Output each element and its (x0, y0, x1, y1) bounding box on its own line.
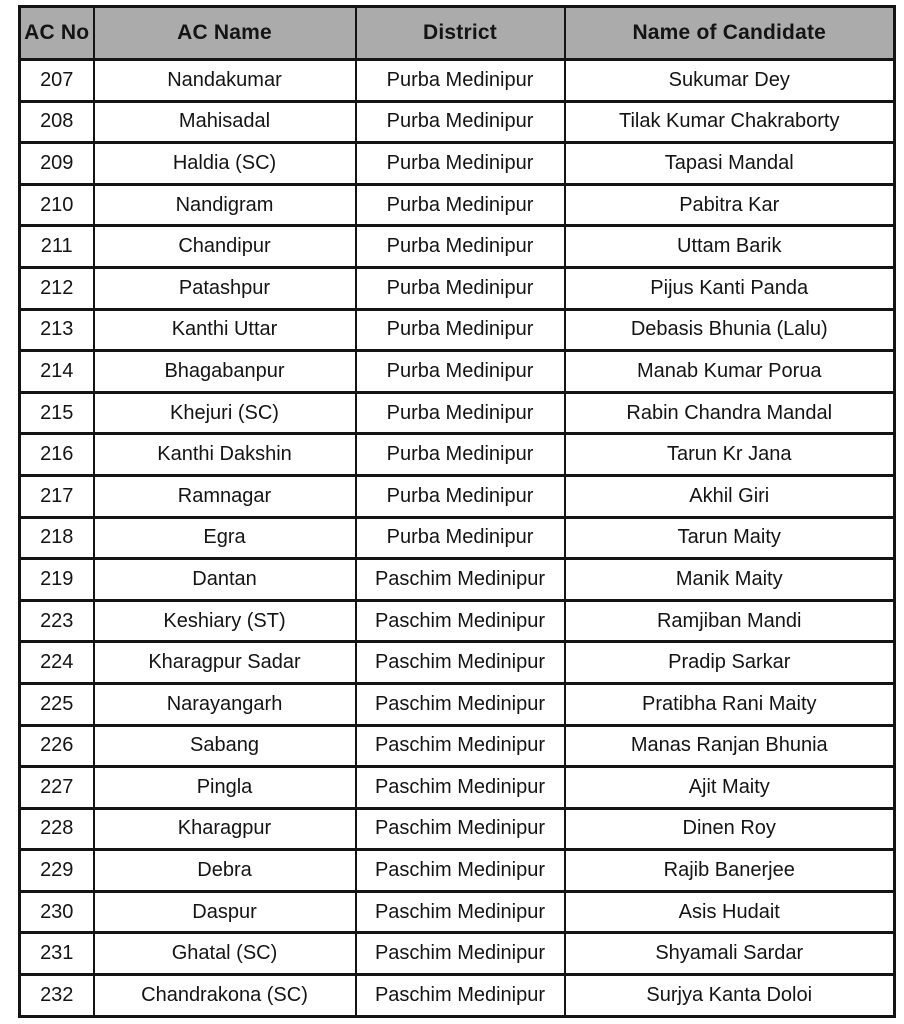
cell-district: Purba Medinipur (356, 267, 565, 309)
cell-ac-name: Nandigram (94, 184, 356, 226)
cell-ac-name: Ghatal (SC) (94, 933, 356, 975)
cell-district: Purba Medinipur (356, 475, 565, 517)
cell-ac-name: Chandrakona (SC) (94, 975, 356, 1017)
cell-ac-no: 231 (20, 933, 94, 975)
cell-ac-no: 219 (20, 559, 94, 601)
header-candidate: Name of Candidate (565, 7, 895, 60)
cell-ac-no: 207 (20, 60, 94, 102)
cell-candidate: Debasis Bhunia (Lalu) (565, 309, 895, 351)
cell-candidate: Pradip Sarkar (565, 642, 895, 684)
table-row (20, 60, 895, 102)
cell-district: Paschim Medinipur (356, 642, 565, 684)
cell-ac-no: 212 (20, 267, 94, 309)
cell-candidate: Manik Maity (565, 559, 895, 601)
table-row (20, 642, 895, 684)
cell-ac-name: Narayangarh (94, 683, 356, 725)
table-row (20, 975, 895, 1017)
cell-ac-no: 209 (20, 143, 94, 185)
header-ac-name: AC Name (94, 7, 356, 60)
cell-candidate: Manab Kumar Porua (565, 351, 895, 393)
cell-ac-no: 227 (20, 767, 94, 809)
cell-candidate: Uttam Barik (565, 226, 895, 268)
cell-ac-name: Chandipur (94, 226, 356, 268)
table-row (20, 767, 895, 809)
cell-district: Paschim Medinipur (356, 891, 565, 933)
cell-ac-name: Bhagabanpur (94, 351, 356, 393)
table-header (20, 7, 895, 60)
cell-candidate: Pabitra Kar (565, 184, 895, 226)
cell-ac-name: Dantan (94, 559, 356, 601)
cell-district: Purba Medinipur (356, 392, 565, 434)
table-row (20, 392, 895, 434)
cell-ac-no: 214 (20, 351, 94, 393)
cell-district: Purba Medinipur (356, 351, 565, 393)
cell-ac-no: 218 (20, 517, 94, 559)
table-row (20, 600, 895, 642)
cell-district: Paschim Medinipur (356, 725, 565, 767)
table-row (20, 517, 895, 559)
cell-ac-no: 228 (20, 808, 94, 850)
cell-ac-no: 213 (20, 309, 94, 351)
cell-candidate: Asis Hudait (565, 891, 895, 933)
cell-district: Paschim Medinipur (356, 850, 565, 892)
cell-ac-no: 210 (20, 184, 94, 226)
cell-ac-name: Sabang (94, 725, 356, 767)
cell-ac-name: Ramnagar (94, 475, 356, 517)
cell-ac-no: 225 (20, 683, 94, 725)
cell-district: Paschim Medinipur (356, 767, 565, 809)
cell-candidate: Sukumar Dey (565, 60, 895, 102)
cell-ac-no: 211 (20, 226, 94, 268)
cell-ac-name: Patashpur (94, 267, 356, 309)
cell-ac-name: Khejuri (SC) (94, 392, 356, 434)
cell-ac-no: 230 (20, 891, 94, 933)
cell-ac-no: 226 (20, 725, 94, 767)
cell-ac-name: Keshiary (ST) (94, 600, 356, 642)
candidate-table (18, 5, 896, 1018)
cell-ac-no: 223 (20, 600, 94, 642)
cell-ac-name: Haldia (SC) (94, 143, 356, 185)
cell-district: Paschim Medinipur (356, 808, 565, 850)
header-row (20, 7, 895, 60)
cell-candidate: Pratibha Rani Maity (565, 683, 895, 725)
table-row (20, 226, 895, 268)
cell-ac-name: Kanthi Uttar (94, 309, 356, 351)
table-row (20, 434, 895, 476)
cell-district: Purba Medinipur (356, 143, 565, 185)
cell-ac-name: Debra (94, 850, 356, 892)
cell-ac-name: Nandakumar (94, 60, 356, 102)
cell-candidate: Tarun Kr Jana (565, 434, 895, 476)
cell-candidate: Tarun Maity (565, 517, 895, 559)
cell-ac-no: 229 (20, 850, 94, 892)
cell-ac-no: 208 (20, 101, 94, 143)
table-row (20, 559, 895, 601)
table-row (20, 351, 895, 393)
cell-district: Purba Medinipur (356, 309, 565, 351)
cell-ac-no: 232 (20, 975, 94, 1017)
cell-district: Paschim Medinipur (356, 683, 565, 725)
cell-ac-name: Kharagpur Sadar (94, 642, 356, 684)
cell-candidate: Akhil Giri (565, 475, 895, 517)
table-body (20, 60, 895, 1017)
cell-district: Purba Medinipur (356, 517, 565, 559)
table-row (20, 850, 895, 892)
cell-candidate: Pijus Kanti Panda (565, 267, 895, 309)
cell-candidate: Dinen Roy (565, 808, 895, 850)
cell-ac-name: Kharagpur (94, 808, 356, 850)
cell-ac-no: 215 (20, 392, 94, 434)
cell-ac-name: Daspur (94, 891, 356, 933)
table-row (20, 309, 895, 351)
cell-ac-no: 217 (20, 475, 94, 517)
cell-district: Paschim Medinipur (356, 933, 565, 975)
cell-candidate: Surjya Kanta Doloi (565, 975, 895, 1017)
table-row (20, 475, 895, 517)
cell-district: Paschim Medinipur (356, 975, 565, 1017)
cell-ac-no: 224 (20, 642, 94, 684)
table-row (20, 143, 895, 185)
cell-candidate: Ajit Maity (565, 767, 895, 809)
cell-candidate: Manas Ranjan Bhunia (565, 725, 895, 767)
cell-district: Purba Medinipur (356, 226, 565, 268)
table-row (20, 184, 895, 226)
cell-district: Purba Medinipur (356, 101, 565, 143)
cell-ac-name: Pingla (94, 767, 356, 809)
cell-candidate: Rajib Banerjee (565, 850, 895, 892)
table-row (20, 891, 895, 933)
cell-district: Purba Medinipur (356, 434, 565, 476)
cell-candidate: Rabin Chandra Mandal (565, 392, 895, 434)
cell-ac-name: Kanthi Dakshin (94, 434, 356, 476)
cell-candidate: Shyamali Sardar (565, 933, 895, 975)
cell-candidate: Ramjiban Mandi (565, 600, 895, 642)
cell-ac-name: Egra (94, 517, 356, 559)
cell-district: Paschim Medinipur (356, 600, 565, 642)
header-district: District (356, 7, 565, 60)
table-row (20, 933, 895, 975)
header-ac-no: AC No (20, 7, 94, 60)
cell-ac-no: 216 (20, 434, 94, 476)
table-row (20, 808, 895, 850)
cell-district: Paschim Medinipur (356, 559, 565, 601)
cell-candidate: Tilak Kumar Chakraborty (565, 101, 895, 143)
table-row (20, 683, 895, 725)
table-row (20, 725, 895, 767)
cell-candidate: Tapasi Mandal (565, 143, 895, 185)
cell-district: Purba Medinipur (356, 60, 565, 102)
table-row (20, 267, 895, 309)
cell-ac-name: Mahisadal (94, 101, 356, 143)
table-row (20, 101, 895, 143)
cell-district: Purba Medinipur (356, 184, 565, 226)
